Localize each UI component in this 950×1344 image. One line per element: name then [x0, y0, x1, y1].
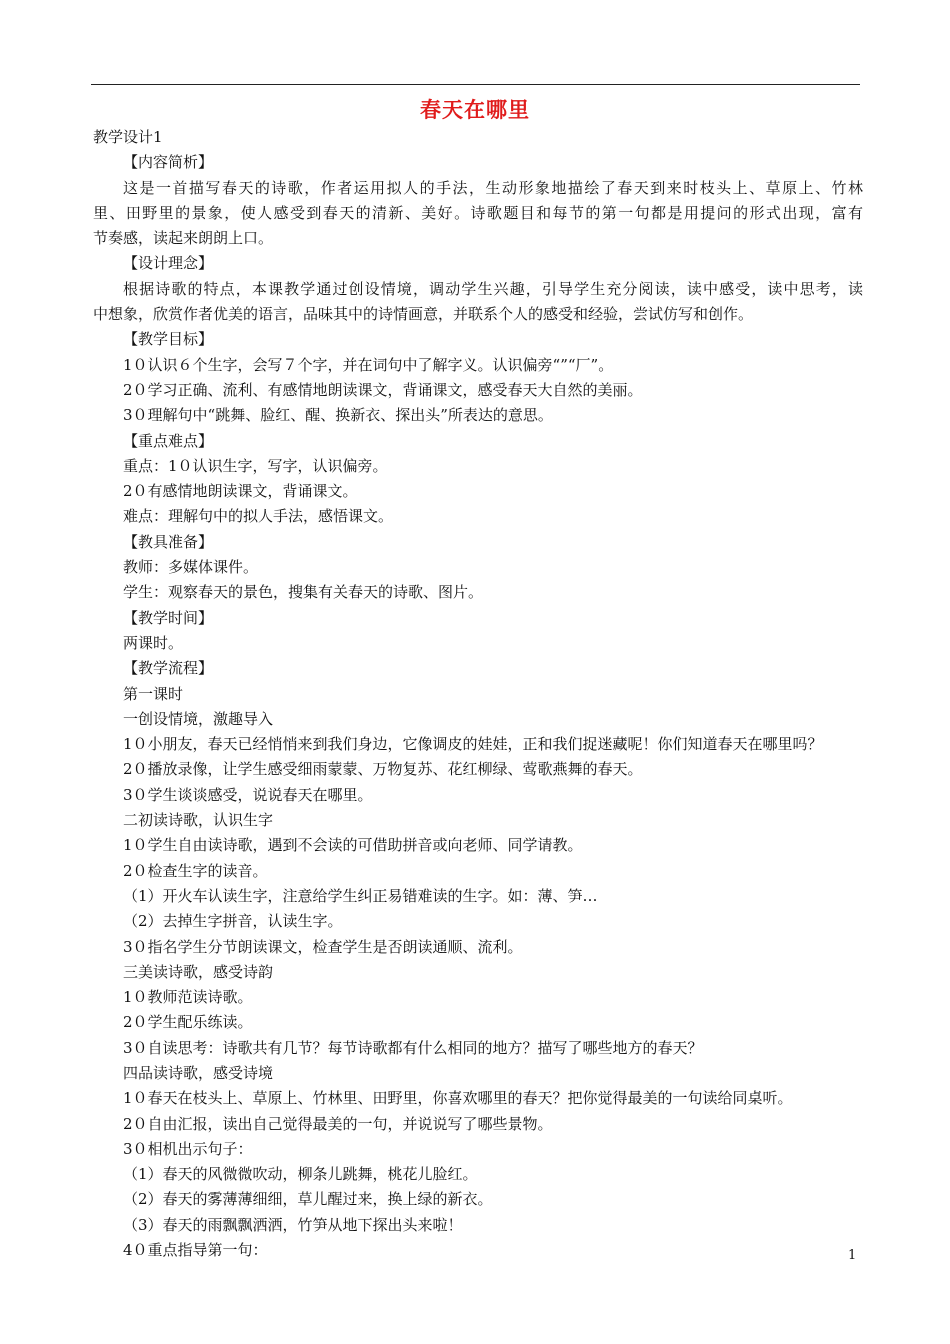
list-item: 3０自读思考：诗歌共有几节？每节诗歌都有什么相同的地方？描写了哪些地方的春天？: [123, 1038, 703, 1057]
list-item: 1０春天在枝头上、草原上、竹林里、田野里，你喜欢哪里的春天？把你觉得最美的一句读给同桌听。: [123, 1089, 793, 1108]
list-item: 1０小朋友，春天已经悄悄来到我们身边，它像调皮的娃娃，正和我们捉迷藏呢！你们知道春天在哪里吗？: [123, 735, 823, 754]
list-item: 3０相机出示句子：: [123, 1139, 253, 1158]
list-item: 1０学生自由读诗歌，遇到不会读的可借助拼音或向老师、同学请教。: [123, 836, 583, 855]
list-item: （3）春天的雨飘飘洒洒，竹笋从地下探出头来啦！: [123, 1215, 463, 1234]
list-item: 3０理解句中“跳舞、脸红、醒、换新衣、探出头”所表达的意思。: [123, 406, 553, 425]
paragraph-line: 里、田野里的景象，使人感受到春天的清新、美好。诗歌题目和每节的第一句都是用提问的形式出现，富有: [93, 203, 863, 222]
list-item: 2０学生配乐练读。: [123, 1013, 253, 1032]
paragraph-line: 节奏感，读起来朗朗上口。: [93, 229, 274, 248]
list-item: 四品读诗歌，感受诗境: [123, 1063, 274, 1082]
section-heading-content-analysis: 【内容简析】: [123, 153, 214, 172]
list-item: 第一课时: [123, 684, 184, 703]
section-heading-teaching-goals: 【教学目标】: [123, 330, 214, 349]
list-item: （1）开火车认读生字，注意给学生纠正易错难读的生字。如：薄、笋…: [123, 886, 598, 905]
list-item: 2０有感情地朗读课文，背诵课文。: [123, 482, 358, 501]
list-item: 一创设情境，激趣导入: [123, 709, 274, 728]
list-item: 3０学生谈谈感受，说说春天在哪里。: [123, 785, 373, 804]
list-item: 2０播放录像，让学生感受细雨蒙蒙、万物复苏、花红柳绿、莺歌燕舞的春天。: [123, 760, 643, 779]
list-item: （2）去掉生字拼音，认读生字。: [123, 912, 343, 931]
list-item: 1０认识６个生字，会写７个字，并在词句中了解字义。认识偏旁“”“厂”。: [123, 355, 614, 374]
list-item: 2０自由汇报，读出自己觉得最美的一句，并说说写了哪些景物。: [123, 1114, 553, 1133]
header-rule: [91, 84, 860, 85]
list-item: 两课时。: [123, 633, 184, 652]
list-item: 2０检查生字的读音。: [123, 861, 268, 880]
list-item: 1０教师范读诗歌。: [123, 988, 253, 1007]
paragraph-line: 这是一首描写春天的诗歌，作者运用拟人的手法，生动形象地描绘了春天到来时枝头上、草原上、竹林: [123, 178, 863, 197]
list-item: 2０学习正确、流利、有感情地朗读课文，背诵课文，感受春天大自然的美丽。: [123, 380, 643, 399]
page-number: 1: [848, 1248, 857, 1263]
list-item: 教师：多媒体课件。: [123, 558, 259, 577]
list-item: 3０指名学生分节朗读课文，检查学生是否朗读通顺、流利。: [123, 937, 523, 956]
section-heading-materials: 【教具准备】: [123, 532, 214, 551]
list-item: （2）春天的雾薄薄细细，草儿醒过来，换上绿的新衣。: [123, 1190, 493, 1209]
section-heading-time: 【教学时间】: [123, 608, 214, 627]
list-item: （1）春天的风微微吹动，柳条儿跳舞，桃花儿脸红。: [123, 1165, 478, 1184]
paragraph-line: 根据诗歌的特点，本课教学通过创设情境，调动学生兴趣，引导学生充分阅读，读中感受，读中思考，读: [123, 279, 863, 298]
document-title: 春天在哪里: [420, 98, 530, 122]
document-body: [93, 125, 863, 1263]
list-item: 二初读诗歌，认识生字: [123, 811, 274, 830]
paragraph-line: 中想象，欣赏作者优美的语言，品味其中的诗情画意，并联系个人的感受和经验，尝试仿写和创作。: [93, 305, 754, 324]
document-subtitle: 教学设计1: [93, 128, 163, 146]
list-item: 难点：理解句中的拟人手法，感悟课文。: [123, 507, 394, 526]
section-heading-process: 【教学流程】: [123, 659, 214, 678]
section-heading-design-concept: 【设计理念】: [123, 254, 214, 273]
list-item: 重点：1０认识生字，写字，认识偏旁。: [123, 456, 388, 475]
section-heading-key-points: 【重点难点】: [123, 431, 214, 450]
list-item: 三美读诗歌，感受诗韵: [123, 962, 274, 981]
list-item: 学生：观察春天的景色，搜集有关春天的诗歌、图片。: [123, 583, 484, 602]
list-item: 4０重点指导第一句：: [123, 1241, 268, 1260]
